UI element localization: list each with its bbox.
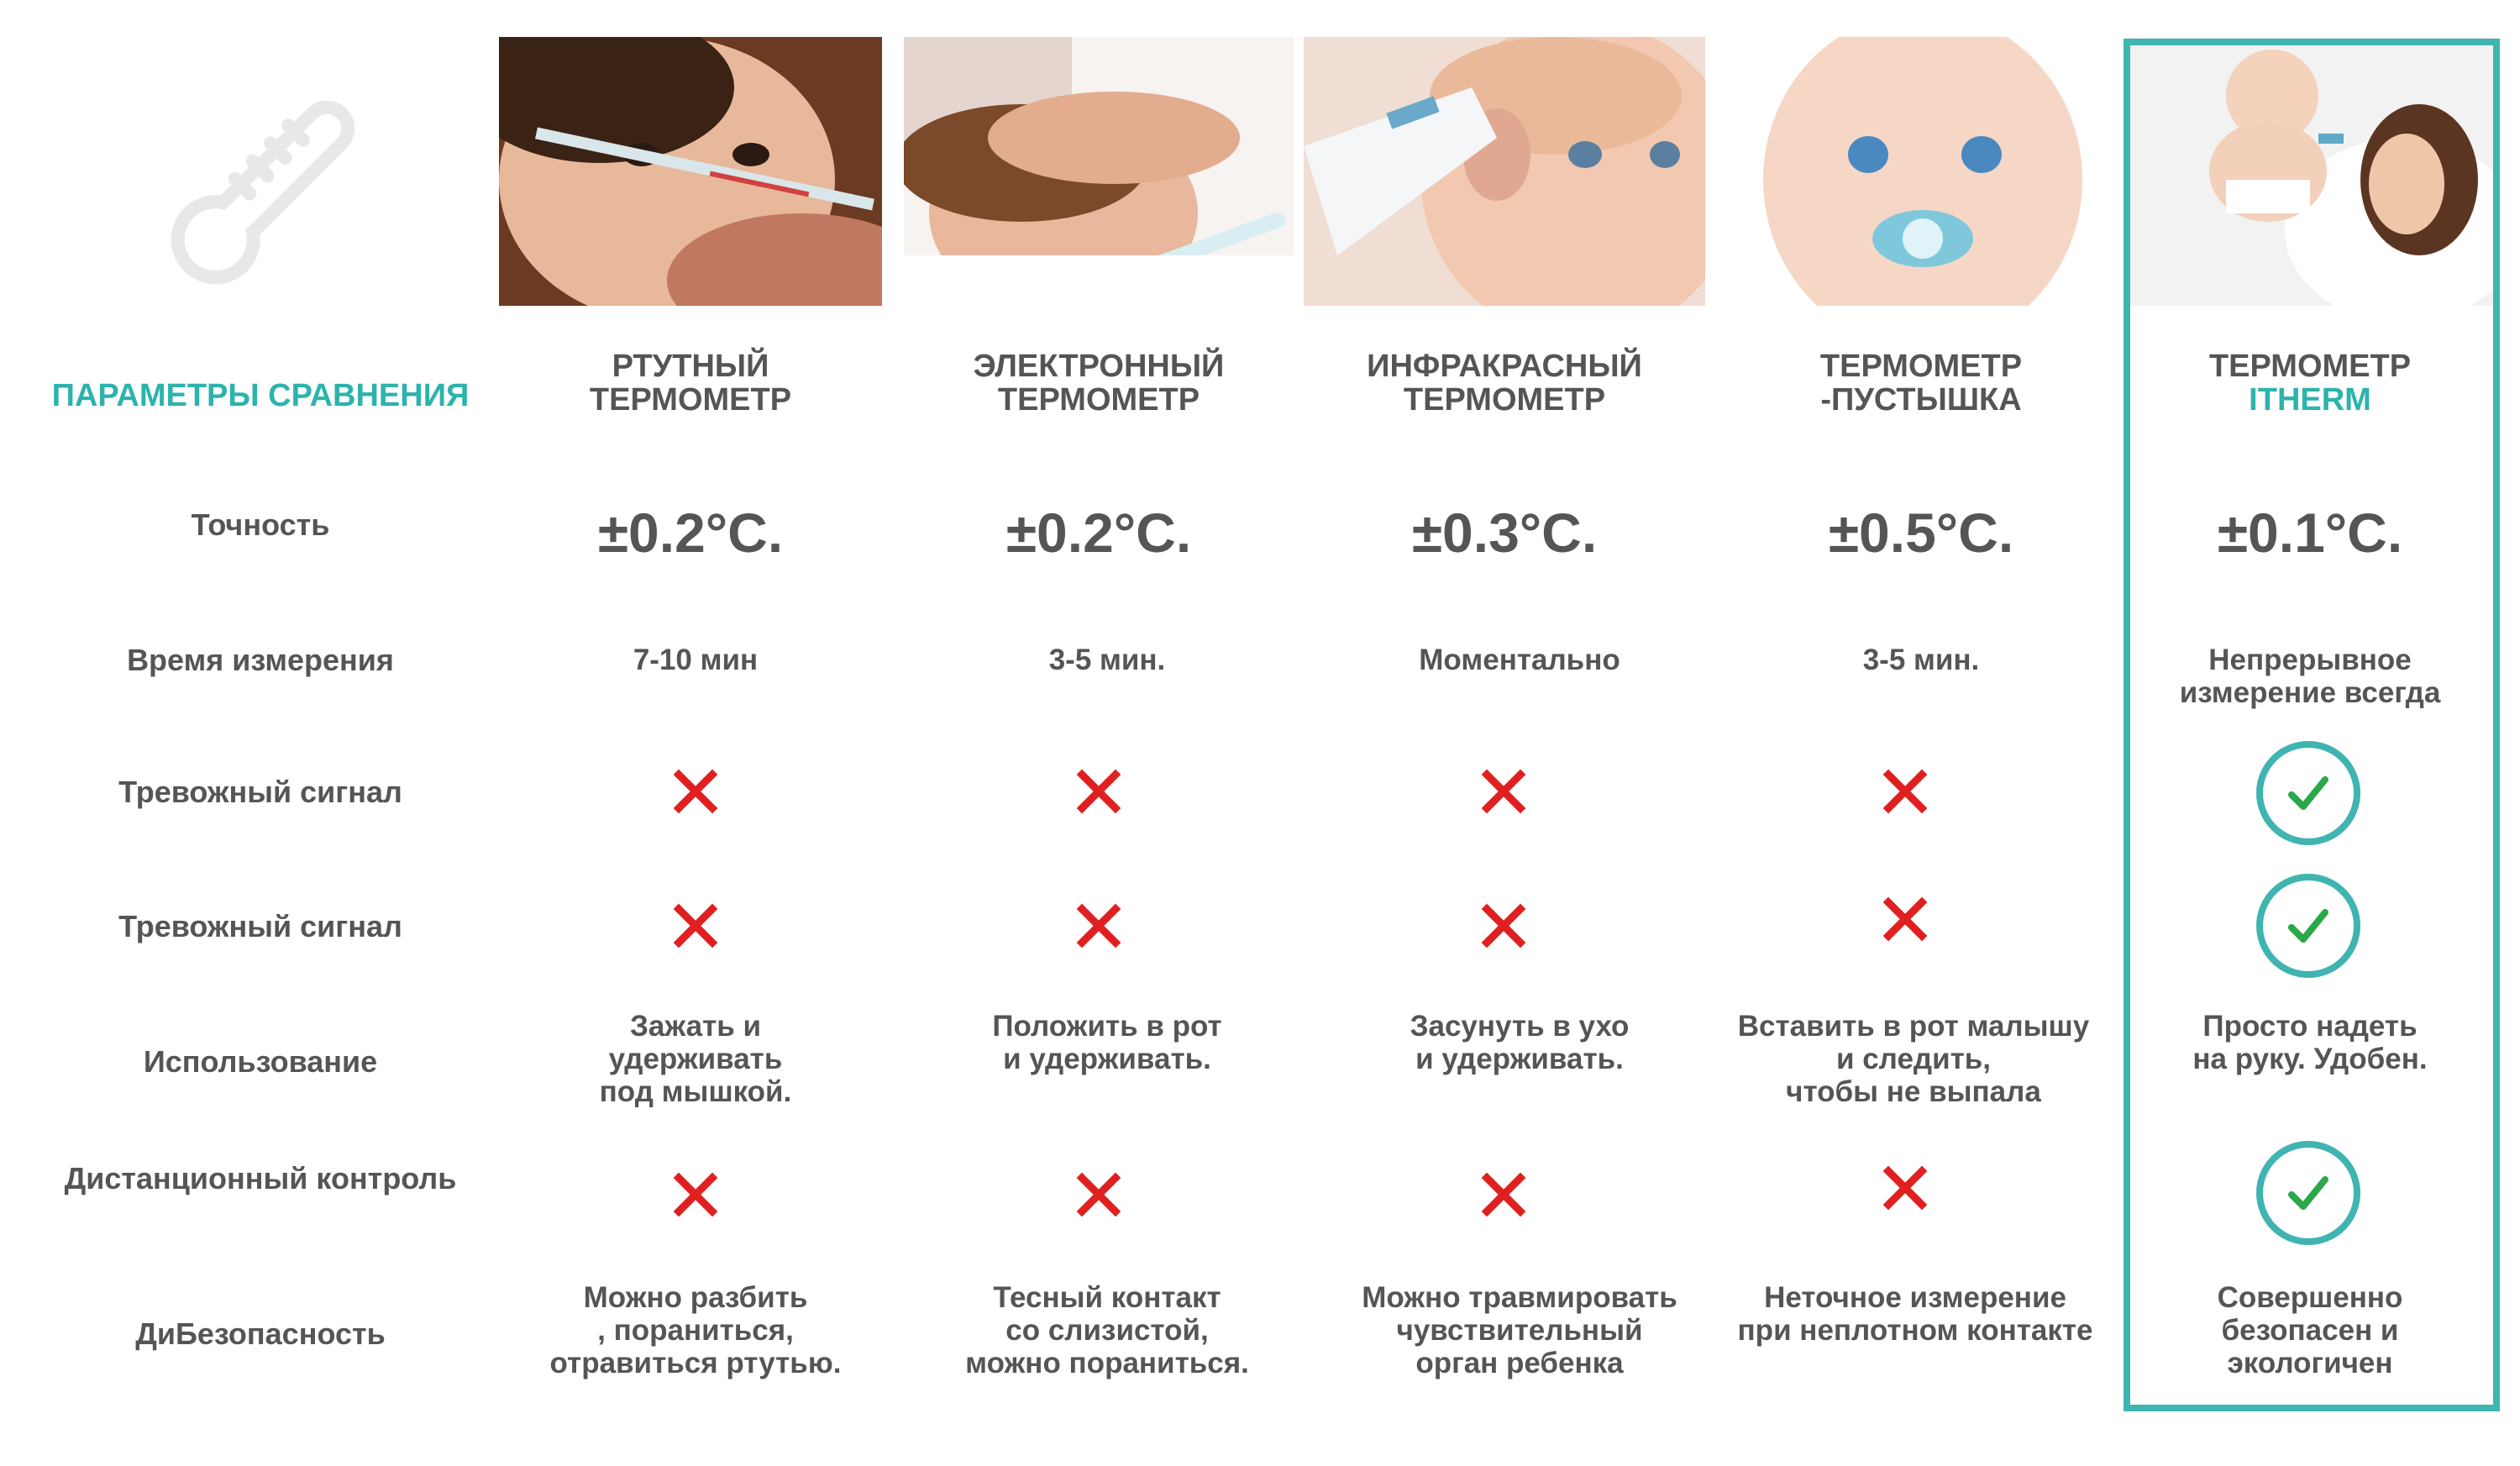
safety-line: Неточное измерение [1764, 1281, 2066, 1314]
accuracy-pacifier: ±0.5°C. [1828, 502, 2014, 564]
usage-line: Просто надеть [2202, 1010, 2418, 1043]
thermometer-icon [151, 77, 378, 304]
usage-line: удерживать [608, 1043, 783, 1075]
safety-line: , пораниться, [597, 1314, 794, 1347]
param-time: Время измерения [127, 643, 394, 677]
safety-line: Тесный контакт [993, 1281, 1221, 1314]
safety-infrared [1304, 1281, 1735, 1379]
usage-line: и следить, [1835, 1043, 1992, 1075]
usage-pacifier [1714, 1010, 2113, 1108]
cross-icon [1478, 766, 1529, 817]
time-itherm [2125, 644, 2495, 709]
safety-line: Можно разбить [583, 1281, 808, 1314]
param-usage: Использование [143, 1044, 378, 1079]
column-title-line: -ПУСТЫШКА [1820, 382, 2022, 418]
cross-icon [1074, 901, 1124, 951]
param-alarm-2: Тревожный сигнал [118, 909, 402, 943]
accuracy-infrared: ±0.3°C. [1411, 502, 1598, 564]
photo-mercury-thermometer [499, 37, 882, 306]
safety-line: чувствительный [1396, 1314, 1643, 1347]
section-title: ПАРАМЕТРЫ СРАВНЕНИЯ [51, 378, 470, 413]
usage-infrared [1304, 1010, 1735, 1075]
safety-line: экологичен [2227, 1347, 2393, 1379]
column-title-line: ТЕРМОМЕТР [2208, 349, 2412, 384]
usage-line: и удерживать. [1003, 1043, 1211, 1075]
column-title-line: ТЕРМОМЕТР [997, 382, 1200, 418]
column-title-mercury [499, 349, 882, 417]
column-title-brand: ITHERM [2249, 382, 2371, 418]
column-title-infrared [1304, 349, 1705, 417]
safety-line: безопасен и [2221, 1314, 2399, 1347]
cross-icon [1478, 1169, 1529, 1220]
column-title-itherm [2125, 349, 2495, 417]
time-infrared: Моментально [1419, 644, 1620, 676]
column-title-line: РТУТНЫЙ [612, 349, 769, 384]
usage-line: на руку. Удобен. [2192, 1043, 2428, 1075]
usage-mercury [499, 1010, 892, 1108]
check-circle-icon [2255, 739, 2362, 847]
param-alarm-1: Тревожный сигнал [118, 775, 402, 809]
column-title-electronic [904, 349, 1294, 417]
safety-line: со слизистой, [1005, 1314, 1209, 1347]
column-title-line: ИНФРАКРАСНЫЙ [1367, 349, 1642, 384]
safety-line: Можно травмировать [1362, 1281, 1677, 1314]
photo-infrared-thermometer [1304, 37, 1705, 306]
time-pacifier: 3-5 мин. [1862, 644, 1980, 676]
safety-electronic [904, 1281, 1310, 1379]
usage-line: Положить в рот [992, 1010, 1222, 1043]
column-title-line: ЭЛЕКТРОННЫЙ [973, 349, 1225, 384]
usage-line: чтобы не выпала [1786, 1075, 2041, 1108]
column-title-pacifier [1742, 349, 2100, 417]
time-itherm-line: измерение всегда [2179, 676, 2441, 709]
param-safety: ДиБезопасность [135, 1316, 386, 1351]
param-remote: Дистанционный контроль [64, 1161, 457, 1195]
accuracy-electronic: ±0.2°C. [1005, 502, 1192, 564]
cross-icon [1880, 1163, 1930, 1213]
accuracy-mercury: ±0.2°C. [597, 502, 784, 564]
usage-line: и удерживать. [1415, 1043, 1624, 1075]
usage-line: под мышкой. [599, 1075, 792, 1108]
safety-line: при неплотном контакте [1737, 1314, 2093, 1347]
safety-mercury [499, 1281, 892, 1379]
time-itherm-line: Непрерывное [2208, 644, 2412, 676]
cross-icon [670, 1169, 721, 1220]
safety-itherm [2125, 1281, 2495, 1379]
cross-icon [1880, 766, 1930, 817]
column-title-line: ТЕРМОМЕТР [1819, 349, 2023, 384]
usage-itherm [2125, 1010, 2495, 1075]
safety-pacifier [1714, 1281, 2117, 1347]
column-title-line: ТЕРМОМЕТР [1403, 382, 1606, 418]
safety-line: орган ребенка [1415, 1347, 1624, 1379]
time-mercury: 7-10 мин [633, 644, 759, 676]
accuracy-itherm: ±0.1°C. [2217, 502, 2403, 564]
usage-line: Зажать и [630, 1010, 761, 1043]
usage-line: Вставить в рот малышу [1737, 1010, 2090, 1043]
column-title-line: ТЕРМОМЕТР [589, 382, 792, 418]
cross-icon [1074, 766, 1124, 817]
photo-electronic-thermometer [904, 37, 1294, 306]
usage-electronic [904, 1010, 1310, 1075]
check-circle-icon [2255, 872, 2362, 980]
cross-icon [670, 766, 721, 817]
safety-line: можно пораниться. [965, 1347, 1249, 1379]
param-accuracy: Точность [191, 507, 330, 542]
check-circle-icon [2255, 1139, 2362, 1247]
cross-icon [1478, 901, 1529, 951]
photo-pacifier-thermometer [1742, 37, 2100, 306]
cross-icon [1074, 1169, 1124, 1220]
usage-line: Засунуть в ухо [1410, 1010, 1630, 1043]
cross-icon [670, 901, 721, 951]
cross-icon [1880, 894, 1930, 944]
safety-line: Совершенно [2217, 1281, 2403, 1314]
safety-line: отравиться ртутью. [549, 1347, 842, 1379]
time-electronic: 3-5 мин. [1048, 644, 1166, 676]
